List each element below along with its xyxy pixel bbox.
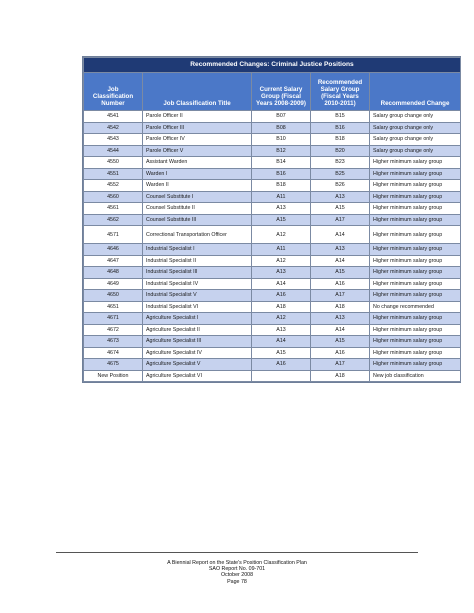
footer-page-number: Page 78 <box>227 578 247 585</box>
cell-job-classification-title: Agriculture Specialist IV <box>143 347 252 359</box>
cell-job-classification-number: 4544 <box>84 145 143 157</box>
cell-current-salary-group: A12 <box>252 226 311 244</box>
cell-recommended-salary-group: B23 <box>311 157 370 169</box>
table-row <box>84 168 461 180</box>
cell-current-salary-group: A13 <box>252 267 311 279</box>
cell-job-classification-title: Agriculture Specialist II <box>143 324 252 336</box>
cell-job-classification-number: 4562 <box>84 214 143 226</box>
cell-job-classification-title: Warden II <box>143 180 252 192</box>
cell-job-classification-number: 4651 <box>84 301 143 313</box>
cell-job-classification-title: Counsel Substitute I <box>143 191 252 203</box>
header-job-classification-number: Job Classification Number <box>84 73 143 111</box>
cell-recommended-change: New job classification <box>370 370 461 382</box>
cell-job-classification-title: Parole Officer IV <box>143 134 252 146</box>
cell-job-classification-title: Parole Officer V <box>143 145 252 157</box>
cell-job-classification-title: Industrial Specialist III <box>143 267 252 279</box>
cell-job-classification-title: Warden I <box>143 168 252 180</box>
criminal-justice-table <box>82 56 461 383</box>
cell-job-classification-number: 4542 <box>84 122 143 134</box>
cell-job-classification-title: Industrial Specialist II <box>143 255 252 267</box>
cell-job-classification-number: 4543 <box>84 134 143 146</box>
table-row <box>84 359 461 371</box>
table-row <box>84 290 461 302</box>
cell-current-salary-group: B08 <box>252 122 311 134</box>
cell-job-classification-title: Assistant Warden <box>143 157 252 169</box>
cell-recommended-salary-group: B18 <box>311 134 370 146</box>
cell-current-salary-group: B12 <box>252 145 311 157</box>
table-row <box>84 370 461 382</box>
table-row <box>84 134 461 146</box>
cell-job-classification-number: 4561 <box>84 203 143 215</box>
cell-job-classification-number: 4551 <box>84 168 143 180</box>
cell-current-salary-group: A15 <box>252 214 311 226</box>
cell-job-classification-title: Agriculture Specialist VI <box>143 370 252 382</box>
cell-current-salary-group <box>252 370 311 382</box>
cell-job-classification-number: 4571 <box>84 226 143 244</box>
cell-current-salary-group: B07 <box>252 111 311 123</box>
table-row <box>84 111 461 123</box>
cell-job-classification-title: Parole Officer III <box>143 122 252 134</box>
cell-recommended-change: Higher minimum salary group <box>370 290 461 302</box>
cell-recommended-change: Higher minimum salary group <box>370 359 461 371</box>
cell-recommended-salary-group: A14 <box>311 255 370 267</box>
cell-job-classification-title: Industrial Specialist VI <box>143 301 252 313</box>
table-title: Recommended Changes: Criminal Justice Positions <box>84 58 461 73</box>
table-row <box>84 336 461 348</box>
footer-report-title: A Biennial Report on the State's Position Classification Plan <box>167 560 307 566</box>
table-row <box>84 278 461 290</box>
cell-job-classification-number: 4647 <box>84 255 143 267</box>
cell-job-classification-number: 4672 <box>84 324 143 336</box>
cell-recommended-change: Salary group change only <box>370 122 461 134</box>
cell-job-classification-number: 4674 <box>84 347 143 359</box>
table-row <box>84 347 461 359</box>
cell-current-salary-group: A15 <box>252 347 311 359</box>
cell-job-classification-title: Parole Officer II <box>143 111 252 123</box>
cell-recommended-salary-group: A16 <box>311 347 370 359</box>
cell-recommended-change: Higher minimum salary group <box>370 347 461 359</box>
page-footer <box>56 560 418 585</box>
table-row <box>84 313 461 325</box>
table-row <box>84 244 461 256</box>
cell-recommended-salary-group: B20 <box>311 145 370 157</box>
cell-job-classification-title: Counsel Substitute II <box>143 203 252 215</box>
cell-job-classification-number: 4650 <box>84 290 143 302</box>
cell-current-salary-group: A13 <box>252 203 311 215</box>
cell-recommended-change: Higher minimum salary group <box>370 214 461 226</box>
table-row <box>84 157 461 169</box>
cell-recommended-salary-group: A17 <box>311 214 370 226</box>
footer-date: October 2008 <box>220 572 254 579</box>
cell-current-salary-group: A14 <box>252 278 311 290</box>
cell-job-classification-number: 4552 <box>84 180 143 192</box>
cell-recommended-salary-group: B25 <box>311 168 370 180</box>
cell-recommended-change: Higher minimum salary group <box>370 168 461 180</box>
header-recommended-change: Recommended Change <box>370 73 461 111</box>
table-row <box>84 267 461 279</box>
cell-recommended-salary-group: A15 <box>311 336 370 348</box>
cell-current-salary-group: B10 <box>252 134 311 146</box>
cell-job-classification-title: Industrial Specialist V <box>143 290 252 302</box>
cell-recommended-salary-group: B16 <box>311 122 370 134</box>
cell-job-classification-number: 4646 <box>84 244 143 256</box>
cell-job-classification-number: New Position <box>84 370 143 382</box>
cell-job-classification-number: 4550 <box>84 157 143 169</box>
cell-recommended-salary-group: A17 <box>311 359 370 371</box>
cell-job-classification-title: Industrial Specialist I <box>143 244 252 256</box>
cell-recommended-salary-group: A13 <box>311 313 370 325</box>
cell-recommended-change: Salary group change only <box>370 145 461 157</box>
table-row <box>84 191 461 203</box>
cell-recommended-salary-group: B26 <box>311 180 370 192</box>
table-row <box>84 214 461 226</box>
table-row <box>84 301 461 313</box>
cell-recommended-change: Higher minimum salary group <box>370 255 461 267</box>
cell-current-salary-group: B14 <box>252 157 311 169</box>
cell-recommended-salary-group: A15 <box>311 203 370 215</box>
table-row <box>84 324 461 336</box>
cell-job-classification-number: 4671 <box>84 313 143 325</box>
cell-job-classification-title: Agriculture Specialist III <box>143 336 252 348</box>
cell-current-salary-group: B18 <box>252 180 311 192</box>
cell-recommended-salary-group: A18 <box>311 301 370 313</box>
cell-job-classification-title: Agriculture Specialist I <box>143 313 252 325</box>
cell-recommended-salary-group: A13 <box>311 191 370 203</box>
cell-recommended-change: Higher minimum salary group <box>370 203 461 215</box>
cell-job-classification-number: 4541 <box>84 111 143 123</box>
cell-job-classification-number: 4649 <box>84 278 143 290</box>
cell-recommended-salary-group: A18 <box>311 370 370 382</box>
cell-recommended-change: Higher minimum salary group <box>370 278 461 290</box>
cell-recommended-change: Higher minimum salary group <box>370 267 461 279</box>
cell-job-classification-title: Agriculture Specialist V <box>143 359 252 371</box>
header-current-salary-group: Current Salary Group (Fiscal Years 2008-2009) <box>252 73 311 111</box>
cell-current-salary-group: A12 <box>252 313 311 325</box>
cell-recommended-salary-group: A13 <box>311 244 370 256</box>
cell-recommended-salary-group: B15 <box>311 111 370 123</box>
cell-current-salary-group: A11 <box>252 191 311 203</box>
table-row <box>84 122 461 134</box>
header-recommended-salary-group: Recommended Salary Group (Fiscal Years 2010-2011) <box>311 73 370 111</box>
cell-recommended-salary-group: A14 <box>311 324 370 336</box>
cell-recommended-change: No change recommended <box>370 301 461 313</box>
cell-current-salary-group: A16 <box>252 359 311 371</box>
cell-current-salary-group: A18 <box>252 301 311 313</box>
cell-recommended-change: Higher minimum salary group <box>370 313 461 325</box>
cell-current-salary-group: B16 <box>252 168 311 180</box>
cell-recommended-change: Salary group change only <box>370 134 461 146</box>
cell-recommended-salary-group: A17 <box>311 290 370 302</box>
table-row <box>84 226 461 244</box>
cell-job-classification-number: 4648 <box>84 267 143 279</box>
cell-job-classification-number: 4673 <box>84 336 143 348</box>
cell-current-salary-group: A16 <box>252 290 311 302</box>
cell-recommended-change: Higher minimum salary group <box>370 244 461 256</box>
cell-recommended-salary-group: A15 <box>311 267 370 279</box>
cell-current-salary-group: A13 <box>252 324 311 336</box>
cell-job-classification-title: Counsel Substitute III <box>143 214 252 226</box>
cell-recommended-change: Higher minimum salary group <box>370 191 461 203</box>
cell-job-classification-title: Correctional Transportation Officer <box>143 226 252 244</box>
cell-recommended-salary-group: A16 <box>311 278 370 290</box>
cell-current-salary-group: A14 <box>252 336 311 348</box>
cell-recommended-change: Higher minimum salary group <box>370 336 461 348</box>
cell-current-salary-group: A12 <box>252 255 311 267</box>
cell-recommended-change: Higher minimum salary group <box>370 180 461 192</box>
cell-job-classification-number: 4560 <box>84 191 143 203</box>
cell-job-classification-number: 4675 <box>84 359 143 371</box>
cell-recommended-salary-group: A14 <box>311 226 370 244</box>
table-row <box>84 180 461 192</box>
footer-report-number: SAO Report No. 09-701 <box>208 566 266 573</box>
cell-recommended-change: Higher minimum salary group <box>370 226 461 244</box>
cell-recommended-change: Higher minimum salary group <box>370 157 461 169</box>
header-job-classification-title: Job Classification Title <box>143 73 252 111</box>
table-row <box>84 145 461 157</box>
table-row <box>84 255 461 267</box>
cell-recommended-change: Higher minimum salary group <box>370 324 461 336</box>
cell-recommended-change: Salary group change only <box>370 111 461 123</box>
cell-current-salary-group: A11 <box>252 244 311 256</box>
table-body <box>84 111 461 382</box>
footer-divider <box>56 552 418 553</box>
cell-job-classification-title: Industrial Specialist IV <box>143 278 252 290</box>
table-row <box>84 203 461 215</box>
